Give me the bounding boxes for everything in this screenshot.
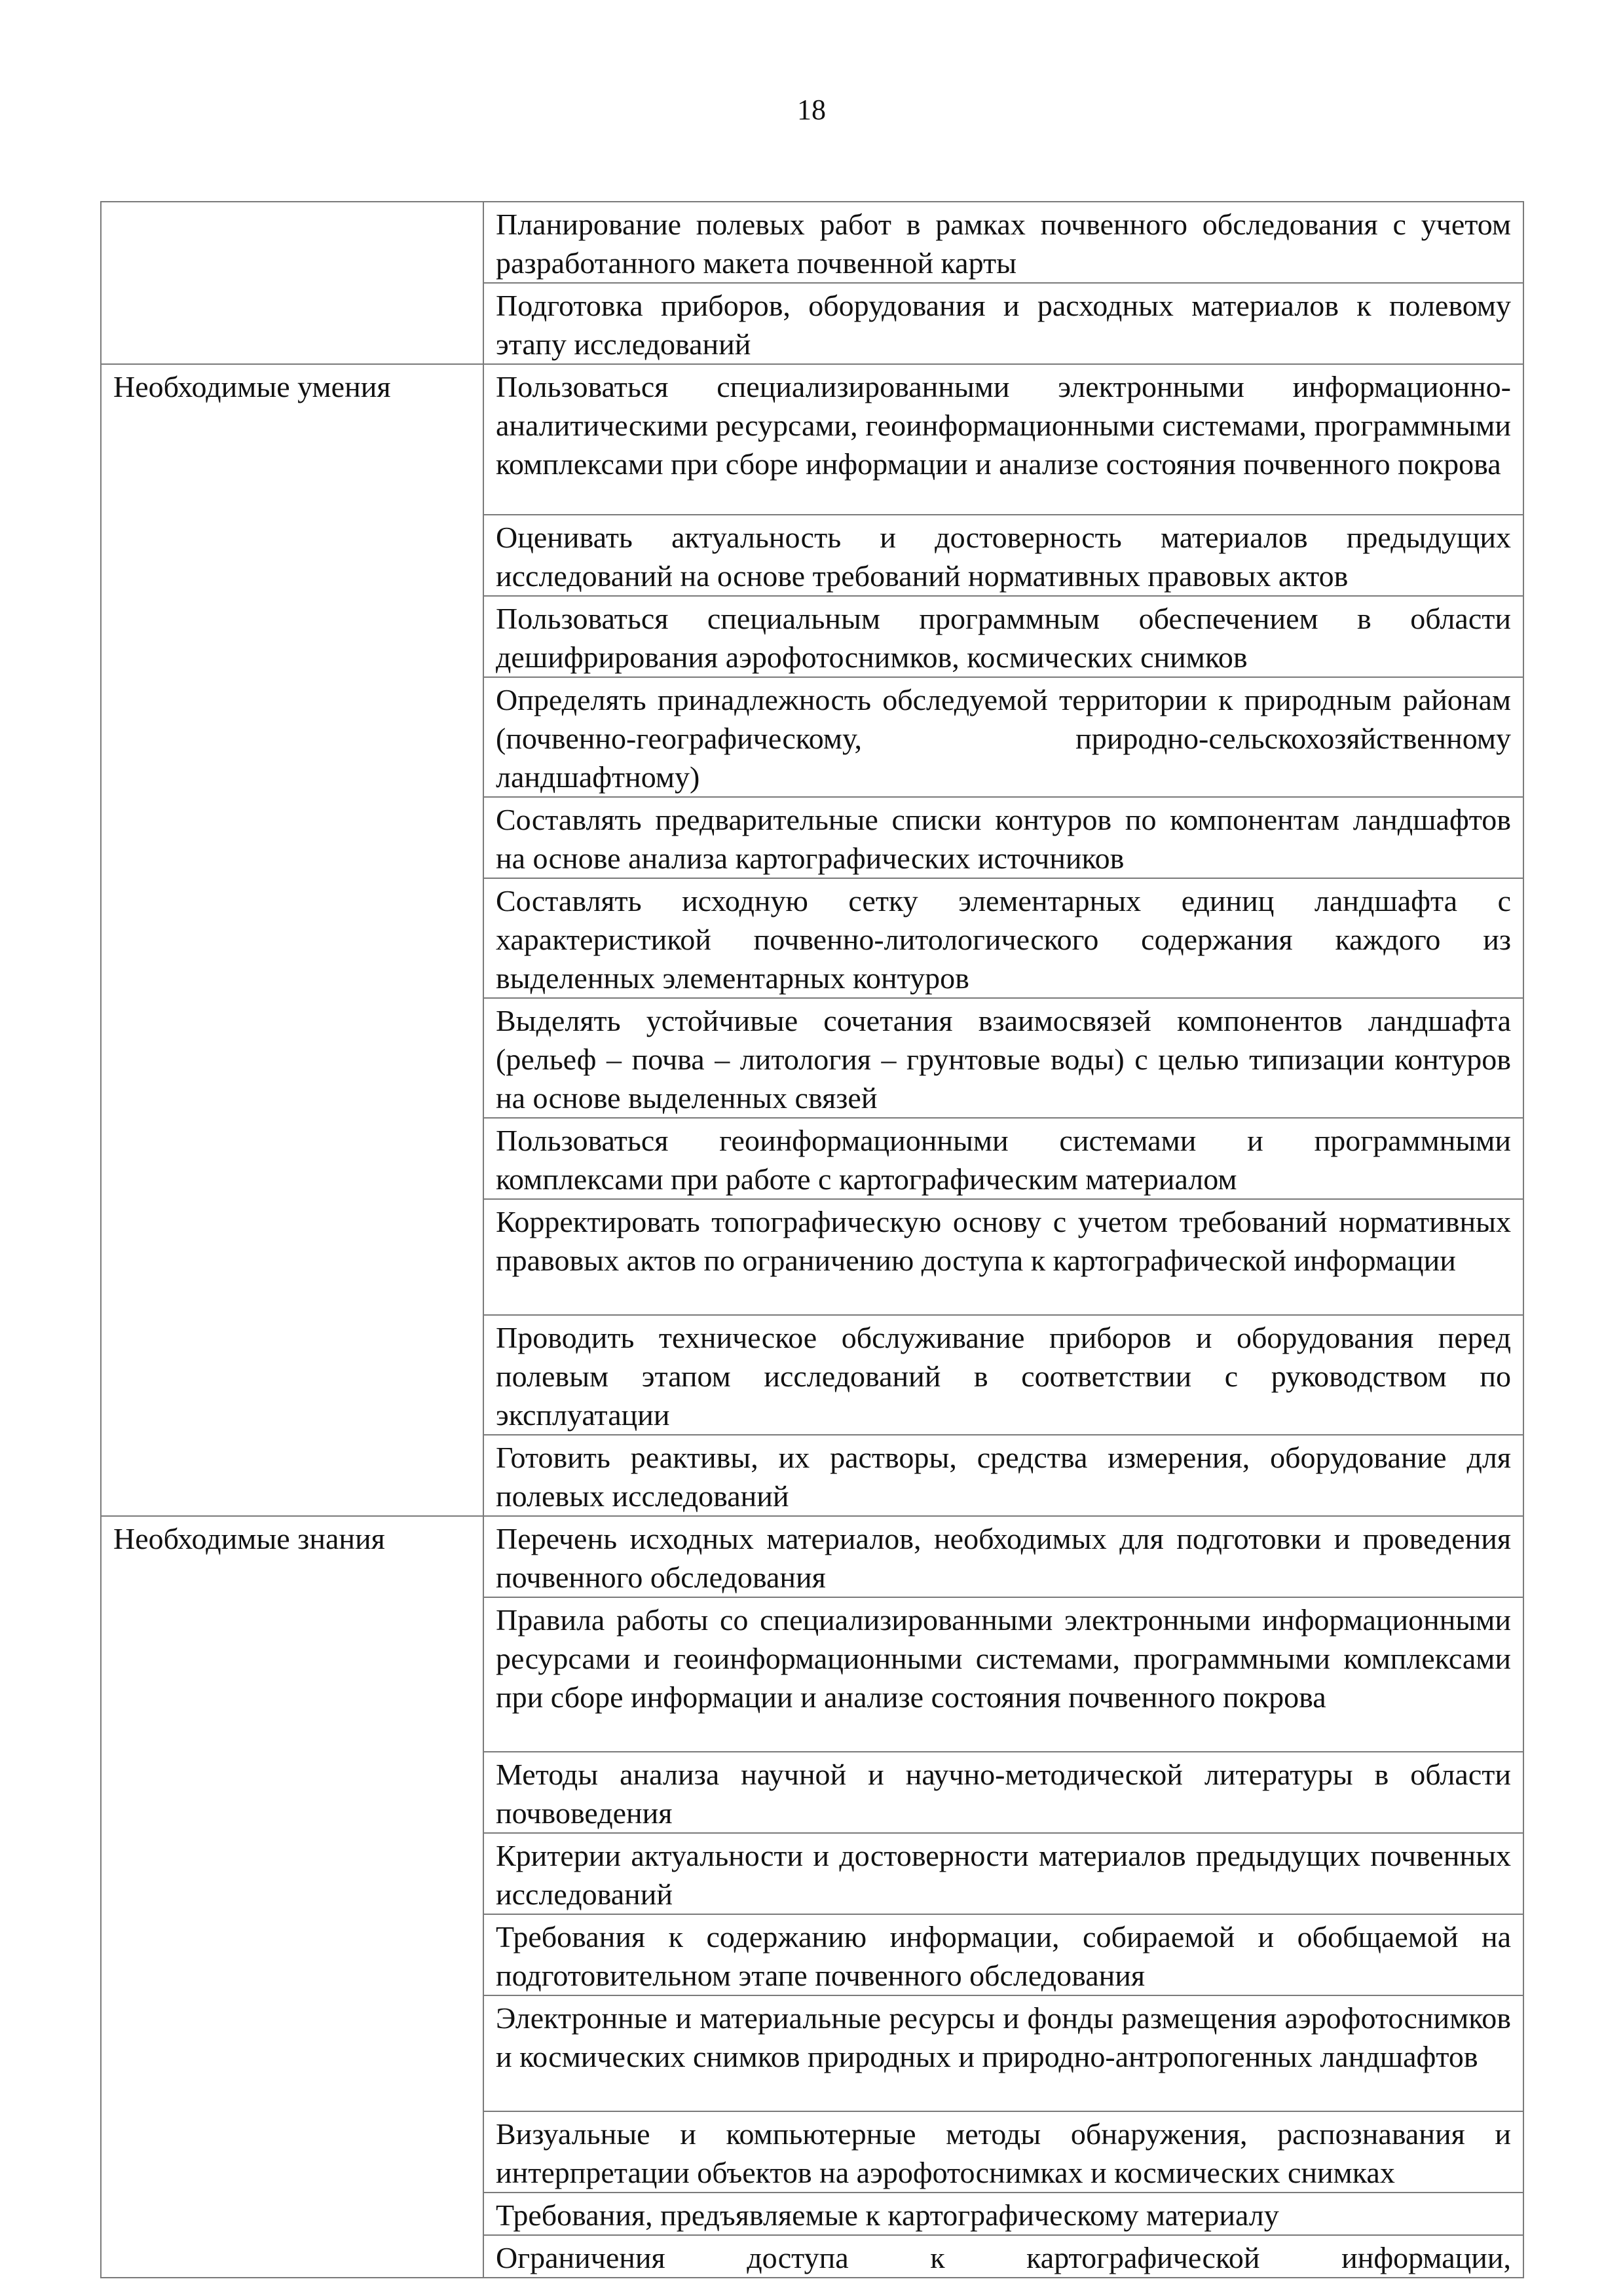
- table-cell: Пользоваться специальным программным обеспечением в области дешифрирования аэрофотоснимков, космических снимков: [483, 596, 1523, 677]
- table-cell: Составлять исходную сетку элементарных единиц ландшафта с характеристикой почвенно-литологического содержания каждого из выделенных элементарных контуров: [483, 878, 1523, 998]
- table-row: [101, 202, 1523, 283]
- table-cell: Методы анализа научной и научно-методической литературы в области почвоведения: [483, 1752, 1523, 1833]
- table-row: [101, 1516, 1523, 1597]
- page-number: 18: [797, 94, 826, 126]
- table-cell: Пользоваться геоинформационными системами и программными комплексами при работе с картографическим материалом: [483, 1118, 1523, 1199]
- table-cell: Готовить реактивы, их растворы, средства измерения, оборудование для полевых исследований: [483, 1435, 1523, 1516]
- table-cell: Составлять предварительные списки контуров по компонентам ландшафтов на основе анализа картографических источников: [483, 797, 1523, 878]
- continued-label-cell: [101, 202, 483, 364]
- table-cell: Планирование полевых работ в рамках почвенного обследования с учетом разработанного макета почвенной карты: [483, 202, 1523, 283]
- table-row: [101, 364, 1523, 515]
- table-cell: Корректировать топографическую основу с учетом требований нормативных правовых актов по ограничению доступа к картографической информации: [483, 1199, 1523, 1315]
- knowledge-label: Необходимые знания: [101, 1516, 483, 2278]
- table-cell: Оценивать актуальность и достоверность материалов предыдущих исследований на основе требований нормативных правовых актов: [483, 515, 1523, 596]
- table-cell: Требования, предъявляемые к картографическому материалу: [483, 2193, 1523, 2235]
- table-cell: Требования к содержанию информации, собираемой и обобщаемой на подготовительном этапе почвенного обследования: [483, 1914, 1523, 1995]
- table-cell: Правила работы со специализированными электронными информационными ресурсами и геоинформационными системами, программными комплексами при сборе информации и анализе состояния почвенного покрова: [483, 1597, 1523, 1752]
- table-cell: Ограничения доступа к картографической информации,: [483, 2235, 1523, 2278]
- table-cell: Выделять устойчивые сочетания взаимосвязей компонентов ландшафта (рельеф – почва – литология – грунтовые воды) с целью типизации контуров на основе выделенных связей: [483, 998, 1523, 1118]
- table-cell: Визуальные и компьютерные методы обнаружения, распознавания и интерпретации объектов на аэрофотоснимках и космических снимках: [483, 2111, 1523, 2193]
- skills-label: Необходимые умения: [101, 364, 483, 1516]
- table-cell: Определять принадлежность обследуемой территории к природным районам (почвенно-географическому, природно-сельскохозяйственному ландшафтному): [483, 677, 1523, 797]
- competency-table: [100, 201, 1524, 2278]
- table-cell: Перечень исходных материалов, необходимых для подготовки и проведения почвенного обследования: [483, 1516, 1523, 1597]
- table-cell: Проводить техническое обслуживание приборов и оборудования перед полевым этапом исследований в соответствии с руководством по эксплуатации: [483, 1315, 1523, 1435]
- table-cell: Подготовка приборов, оборудования и расходных материалов к полевому этапу исследований: [483, 283, 1523, 364]
- table-cell: Электронные и материальные ресурсы и фонды размещения аэрофотоснимков и космических снимков природных и природно-антропогенных ландшафтов: [483, 1995, 1523, 2111]
- table-cell: Пользоваться специализированными электронными информационно-аналитическими ресурсами, геоинформационными системами, программными комплексами при сборе информации и анализе состояния почвенного покрова: [483, 364, 1523, 515]
- table-cell: Критерии актуальности и достоверности материалов предыдущих почвенных исследований: [483, 1833, 1523, 1914]
